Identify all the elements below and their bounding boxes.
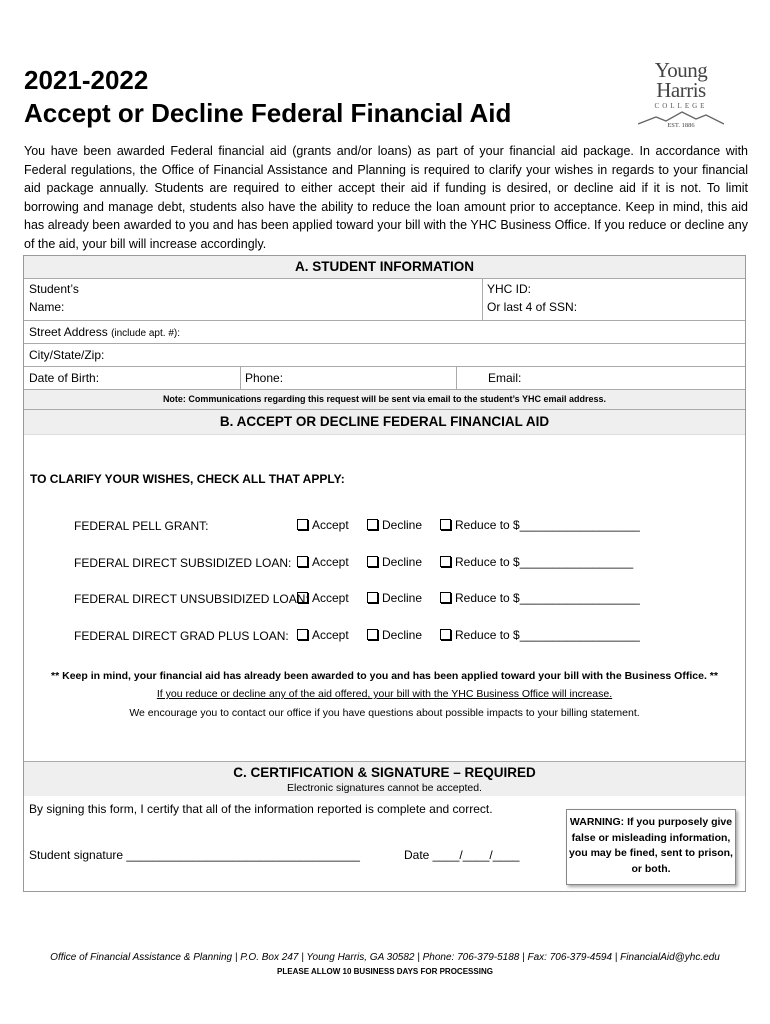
signature-field[interactable]: Student signature ___________________________________ [29, 848, 360, 862]
reduce-checkbox[interactable] [440, 555, 633, 569]
phone-label: Phone: [245, 371, 284, 385]
checkbox-icon [367, 519, 378, 530]
form-container [23, 255, 746, 892]
checkbox-icon [367, 592, 378, 603]
city-row [24, 343, 745, 367]
aid-label: FEDERAL DIRECT SUBSIDIZED LOAN: [74, 556, 292, 570]
student-name-label-2: Name: [29, 300, 65, 314]
divider [482, 279, 483, 321]
email-note: Note: Communications regarding this request will be sent via email to the student’s YHC email address. [162, 394, 607, 404]
checkbox-icon [367, 629, 378, 640]
accept-label: Accept [312, 591, 349, 605]
checkbox-icon [297, 519, 308, 530]
checkbox-icon [440, 519, 451, 530]
decline-checkbox[interactable] [367, 518, 422, 532]
street-label-text: Street Address [29, 325, 108, 339]
accept-checkbox[interactable] [297, 518, 349, 532]
section-a-heading: A. STUDENT INFORMATION [24, 256, 745, 278]
reduce-label: Reduce to $_________________ [455, 555, 634, 569]
decline-label: Decline [382, 518, 423, 532]
checkbox-icon [440, 629, 451, 640]
note-row [24, 389, 745, 410]
reduce-label: Reduce to $__________________ [455, 518, 640, 532]
contact-note: We encourage you to contact our office if you have questions about possible impacts to your billing statement. [129, 707, 640, 719]
college-logo [636, 60, 726, 138]
checkbox-icon [367, 556, 378, 567]
footer-processing: PLEASE ALLOW 10 BUSINESS DAYS FOR PROCESSING [277, 967, 493, 976]
aid-label: FEDERAL DIRECT UNSUBSIDIZED LOAN: [74, 592, 309, 606]
reduce-label: Reduce to $__________________ [455, 591, 640, 605]
decline-checkbox[interactable] [367, 628, 422, 642]
student-name-label-1: Student’s [29, 282, 79, 296]
reduce-label: Reduce to $__________________ [455, 628, 640, 642]
divider [240, 367, 241, 390]
checkbox-icon [440, 556, 451, 567]
decline-label: Decline [382, 628, 423, 642]
logo-est: EST. 1886 [667, 122, 695, 129]
yhc-id-label: YHC ID: [487, 282, 532, 296]
street-label [29, 325, 180, 339]
certification-text: By signing this form, I certify that all of the information reported is complete and correct. [29, 802, 493, 816]
instruction-text: TO CLARIFY YOUR WISHES, CHECK ALL THAT APPLY: [30, 472, 345, 486]
reduce-checkbox[interactable] [440, 518, 640, 532]
dob-label: Date of Birth: [29, 371, 100, 385]
logo-harris: Harris [656, 78, 706, 102]
checkbox-icon [297, 592, 308, 603]
dob-row [24, 366, 745, 390]
aid-awarded-note: ** Keep in mind, your financial aid has already been awarded to you and has been applied toward your bill with the Business Office. ** [51, 670, 718, 682]
city-label: City/State/Zip: [29, 348, 105, 362]
student-name-row [24, 278, 745, 321]
section-c-header [24, 761, 745, 796]
decline-checkbox[interactable] [367, 591, 422, 605]
accept-checkbox[interactable] [297, 555, 349, 569]
title-text: Accept or Decline Federal Financial Aid [24, 98, 512, 128]
street-hint: (include apt. #): [111, 328, 180, 339]
email-label: Email: [488, 371, 522, 385]
intro-paragraph: You have been awarded Federal financial aid (grants and/or loans) as part of your financial aid package. In accordance with Federal regulations, the Office of Financial Assistance and Planning is required to clarify your wishes in regards to your financial aid package annually. Students are required to either accept their aid if funding is desired, or decline aid if it is not. To limit borrowing and manage debt, students also have the ability to reduce the loan amount prior to acceptance. Keep in mind, this aid has already been awarded to you and has been applied toward your bill with the YHC Business Office. If you reduce or decline any of the aid, your bill will increase accordingly. [24, 144, 748, 251]
accept-checkbox[interactable] [297, 591, 349, 605]
decline-label: Decline [382, 555, 423, 569]
checkbox-icon [297, 629, 308, 640]
checkbox-icon [297, 556, 308, 567]
title-year: 2021-2022 [24, 65, 149, 95]
date-field[interactable]: Date ____/____/____ [404, 848, 520, 862]
footer-contact: Office of Financial Assistance & Planning | P.O. Box 247 | Young Harris, GA 30582 | Phone: 706-379-5188 | Fax: 706-379-4594 | FinancialAid@yhc.edu [50, 952, 720, 963]
ssn-label: Or last 4 of SSN: [487, 300, 578, 314]
checkbox-icon [440, 592, 451, 603]
aid-label: FEDERAL PELL GRANT: [74, 519, 209, 533]
accept-label: Accept [312, 628, 349, 642]
section-b-heading: B. ACCEPT OR DECLINE FEDERAL FINANCIAL AID [24, 409, 745, 435]
decline-label: Decline [382, 591, 423, 605]
bill-increase-note: If you reduce or decline any of the aid offered, your bill with the YHC Business Office will increase. [156, 688, 613, 700]
no-electronic-note: Electronic signatures cannot be accepted. [287, 782, 482, 794]
divider [456, 367, 457, 390]
logo-young: Young [654, 58, 708, 82]
reduce-checkbox[interactable] [440, 628, 640, 642]
page-title [24, 64, 511, 130]
street-row [24, 320, 745, 344]
aid-label: FEDERAL DIRECT GRAD PLUS LOAN: [74, 629, 289, 643]
accept-label: Accept [312, 555, 349, 569]
reduce-checkbox[interactable] [440, 591, 640, 605]
accept-label: Accept [312, 518, 349, 532]
warning-box: WARNING: If you purposely give false or misleading information, you may be fined, sent to prison, or both. [566, 809, 736, 885]
logo-college: COLLEGE [654, 102, 708, 110]
section-c-heading: C. CERTIFICATION & SIGNATURE – REQUIRED [233, 765, 536, 780]
decline-checkbox[interactable] [367, 555, 422, 569]
accept-checkbox[interactable] [297, 628, 349, 642]
